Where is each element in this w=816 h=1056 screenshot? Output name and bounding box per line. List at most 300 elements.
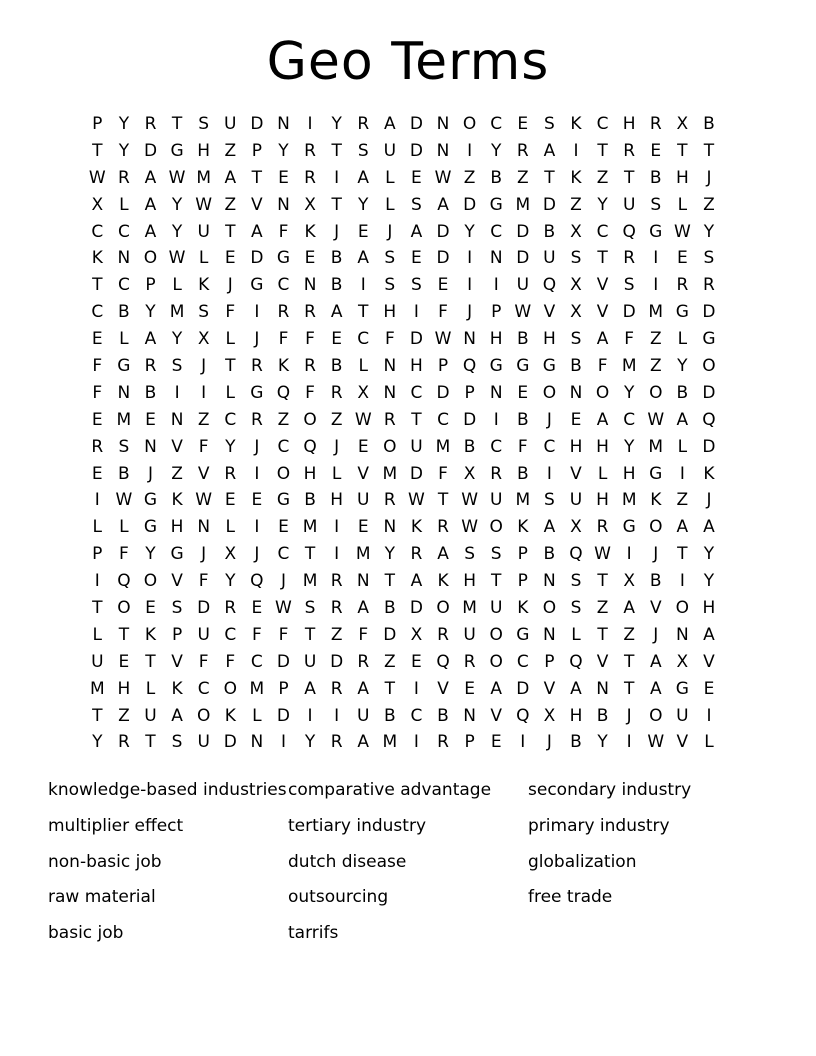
word-list-item: tertiary industry: [288, 815, 427, 836]
grid-letter: Z: [171, 463, 183, 484]
grid-letter: E: [517, 113, 529, 134]
grid-letter: H: [596, 436, 609, 457]
grid-letter: I: [334, 517, 340, 538]
grid-letter: O: [436, 597, 450, 618]
grid-letter: H: [622, 113, 636, 134]
grid-letter: H: [596, 490, 609, 511]
grid-letter: Y: [171, 221, 183, 242]
grid-letter: B: [490, 167, 503, 188]
grid-letter: Q: [569, 651, 583, 672]
grid-letter: P: [464, 382, 475, 403]
grid-letter: I: [307, 113, 313, 134]
grid-letter: U: [197, 624, 210, 645]
grid-letter: L: [358, 355, 368, 376]
grid-letter: U: [489, 597, 503, 618]
grid-letter: X: [543, 705, 556, 726]
grid-letter: W: [461, 490, 479, 511]
grid-letter: M: [382, 463, 398, 484]
grid-letter: W: [168, 167, 186, 188]
grid-letter: I: [201, 382, 207, 403]
grid-letter: N: [303, 275, 317, 296]
grid-letter: M: [648, 302, 664, 323]
grid-letter: J: [280, 571, 286, 592]
grid-letter: S: [118, 436, 130, 457]
grid-letter: V: [543, 302, 556, 323]
grid-letter: L: [331, 463, 342, 484]
grid-letter: B: [649, 167, 662, 188]
grid-letter: A: [144, 221, 157, 242]
grid-letter: N: [277, 194, 290, 215]
grid-letter: T: [437, 490, 449, 511]
grid-letter: S: [171, 355, 183, 376]
grid-letter: Z: [703, 194, 715, 215]
grid-letter: L: [92, 624, 103, 645]
grid-letter: R: [304, 302, 316, 323]
grid-letter: E: [570, 409, 582, 430]
grid-letter: D: [516, 248, 530, 269]
grid-letter: F: [438, 463, 448, 484]
grid-letter: H: [463, 571, 476, 592]
word-list-item: dutch disease: [288, 851, 407, 872]
grid-letter: J: [387, 221, 393, 242]
grid-letter: X: [91, 194, 104, 215]
grid-letter: L: [597, 463, 608, 484]
grid-letter: B: [596, 705, 609, 726]
grid-letter: C: [117, 275, 130, 296]
grid-letter: L: [119, 517, 129, 538]
grid-letter: U: [91, 651, 104, 672]
grid-letter: T: [491, 571, 502, 592]
grid-letter: C: [357, 329, 370, 350]
grid-letter: D: [436, 221, 450, 242]
word-list-item: globalization: [528, 851, 637, 872]
grid-letter: Y: [225, 571, 236, 592]
grid-letter: V: [437, 678, 449, 699]
grid-letter: P: [171, 624, 183, 645]
grid-letter: I: [254, 517, 260, 538]
grid-letter: S: [411, 275, 422, 296]
grid-letter: Q: [462, 355, 477, 376]
grid-letter: F: [384, 329, 395, 350]
grid-letter: V: [543, 678, 556, 699]
grid-letter: O: [489, 624, 503, 645]
grid-letter: A: [623, 597, 635, 618]
grid-letter: I: [413, 302, 419, 323]
grid-letter: H: [117, 678, 131, 699]
grid-letter: A: [543, 517, 556, 538]
grid-letter: L: [571, 624, 581, 645]
grid-letter: R: [224, 463, 237, 484]
grid-letter: P: [437, 355, 449, 376]
grid-letter: D: [516, 221, 530, 242]
grid-letter: M: [169, 302, 185, 323]
grid-letter: U: [383, 140, 397, 161]
grid-letter: R: [437, 624, 449, 645]
grid-letter: C: [224, 409, 237, 430]
grid-letter: R: [596, 517, 609, 538]
grid-letter: I: [626, 544, 632, 565]
grid-letter: R: [623, 140, 636, 161]
grid-letter: O: [489, 651, 503, 672]
grid-letter: I: [493, 275, 499, 296]
grid-letter: Z: [197, 409, 210, 430]
grid-letter: Y: [225, 436, 236, 457]
grid-letter: G: [516, 355, 530, 376]
grid-letter: Y: [304, 732, 316, 753]
grid-letter: F: [438, 302, 448, 323]
grid-letter: S: [198, 302, 210, 323]
grid-letter: S: [570, 597, 582, 618]
grid-letter: D: [409, 140, 423, 161]
grid-letter: F: [92, 382, 103, 403]
grid-letter: C: [410, 705, 423, 726]
grid-letter: C: [543, 436, 556, 457]
grid-letter: J: [254, 544, 260, 565]
grid-letter: X: [623, 571, 635, 592]
grid-letter: W: [195, 194, 213, 215]
grid-letter: V: [596, 275, 609, 296]
grid-letter: I: [254, 463, 260, 484]
grid-letter: U: [543, 248, 556, 269]
grid-letter: Y: [92, 732, 103, 753]
grid-letter: E: [145, 409, 156, 430]
grid-letter: B: [543, 544, 556, 565]
grid-letter: D: [250, 248, 264, 269]
grid-letter: B: [543, 221, 556, 242]
grid-letter: E: [304, 248, 316, 269]
grid-letter: W: [647, 732, 665, 753]
grid-letter: D: [330, 651, 344, 672]
grid-letter: M: [116, 409, 132, 430]
grid-letter: U: [357, 705, 370, 726]
grid-letter: N: [197, 517, 211, 538]
grid-letter: R: [224, 597, 237, 618]
grid-letter: Y: [597, 194, 608, 215]
grid-letter: J: [653, 544, 659, 565]
grid-letter: G: [675, 678, 689, 699]
grid-letter: B: [118, 463, 130, 484]
grid-letter: N: [277, 113, 290, 134]
grid-letter: M: [515, 490, 531, 511]
grid-letter: D: [409, 329, 423, 350]
grid-letter: A: [144, 329, 157, 350]
grid-letter: E: [278, 167, 289, 188]
grid-letter: R: [516, 140, 529, 161]
grid-letter: P: [278, 678, 289, 699]
grid-letter: E: [411, 248, 422, 269]
grid-letter: Z: [463, 167, 476, 188]
grid-letter: B: [649, 571, 662, 592]
grid-letter: R: [437, 517, 449, 538]
grid-letter: Q: [516, 705, 530, 726]
grid-letter: E: [517, 382, 529, 403]
grid-letter: Q: [436, 651, 450, 672]
grid-letter: F: [92, 355, 103, 376]
grid-letter: M: [196, 167, 211, 188]
grid-letter: L: [145, 678, 156, 699]
grid-letter: N: [543, 624, 556, 645]
grid-letter: H: [410, 355, 423, 376]
grid-letter: R: [330, 732, 343, 753]
grid-letter: K: [171, 678, 183, 699]
grid-letter: G: [489, 194, 503, 215]
grid-letter: E: [251, 490, 263, 511]
grid-letter: F: [305, 329, 315, 350]
grid-letter: O: [649, 705, 663, 726]
grid-letter: L: [92, 517, 103, 538]
grid-letter: A: [676, 409, 689, 430]
grid-letter: K: [91, 248, 103, 269]
grid-letter: N: [383, 355, 397, 376]
grid-letter: N: [117, 248, 131, 269]
grid-letter: H: [383, 302, 397, 323]
grid-letter: L: [385, 167, 395, 188]
grid-letter: I: [653, 248, 659, 269]
grid-letter: R: [330, 678, 343, 699]
grid-letter: I: [334, 705, 340, 726]
grid-letter: D: [436, 382, 450, 403]
grid-letter: R: [383, 490, 396, 511]
grid-letter: Q: [569, 544, 583, 565]
grid-letter: Z: [649, 355, 662, 376]
grid-letter: I: [546, 463, 552, 484]
grid-letter: L: [252, 705, 262, 726]
grid-letter: L: [225, 517, 235, 538]
page-title: Geo Terms: [266, 32, 550, 92]
grid-letter: W: [408, 490, 425, 511]
grid-letter: X: [570, 221, 582, 242]
grid-letter: I: [94, 490, 100, 511]
grid-letter: N: [463, 705, 476, 726]
grid-letter: J: [201, 355, 207, 376]
grid-letter: J: [706, 167, 712, 188]
grid-letter: T: [145, 651, 156, 672]
grid-letter: E: [251, 597, 263, 618]
grid-letter: A: [649, 651, 662, 672]
grid-letter: B: [437, 705, 449, 726]
grid-letter: Y: [171, 194, 183, 215]
grid-letter: T: [92, 705, 103, 726]
grid-letter: D: [702, 436, 716, 457]
grid-letter: U: [489, 490, 503, 511]
grid-letter: I: [360, 275, 366, 296]
grid-letter: B: [330, 355, 343, 376]
grid-letter: Q: [702, 409, 716, 430]
grid-letter: M: [515, 194, 531, 215]
grid-letter: C: [277, 544, 290, 565]
grid-letter: T: [623, 651, 635, 672]
grid-letter: O: [196, 705, 211, 726]
grid-letter: V: [171, 571, 183, 592]
word-list-item: raw material: [48, 887, 156, 908]
grid-letter: W: [195, 490, 213, 511]
grid-letter: V: [676, 732, 689, 753]
grid-letter: M: [249, 678, 265, 699]
grid-letter: Y: [118, 140, 130, 161]
grid-letter: K: [703, 463, 715, 484]
grid-letter: R: [357, 651, 370, 672]
grid-letter: X: [224, 544, 237, 565]
grid-letter: E: [676, 248, 688, 269]
grid-letter: S: [543, 490, 555, 511]
grid-letter: T: [331, 140, 342, 161]
grid-letter: R: [330, 571, 343, 592]
grid-letter: H: [569, 705, 583, 726]
grid-letter: I: [520, 732, 526, 753]
grid-letter: F: [198, 436, 209, 457]
grid-letter: S: [543, 113, 555, 134]
grid-letter: C: [516, 651, 529, 672]
grid-letter: J: [706, 490, 712, 511]
grid-letter: T: [411, 409, 422, 430]
grid-letter: Z: [330, 409, 343, 430]
grid-letter: X: [570, 275, 582, 296]
grid-letter: Q: [250, 571, 264, 592]
grid-letter: R: [250, 409, 263, 430]
grid-letter: V: [596, 302, 609, 323]
grid-letter: H: [330, 490, 344, 511]
grid-letter: T: [384, 678, 396, 699]
grid-letter: W: [514, 302, 532, 323]
grid-letter: X: [304, 194, 316, 215]
grid-letter: W: [115, 490, 133, 511]
grid-letter: O: [276, 463, 291, 484]
grid-letter: L: [225, 329, 235, 350]
grid-letter: M: [382, 732, 398, 753]
grid-letter: U: [410, 436, 423, 457]
grid-letter: E: [703, 678, 715, 699]
grid-letter: R: [304, 140, 316, 161]
grid-letter: V: [490, 705, 503, 726]
grid-letter: R: [437, 732, 449, 753]
grid-letter: J: [546, 409, 552, 430]
grid-letter: M: [435, 436, 451, 457]
grid-letter: B: [516, 409, 529, 430]
grid-letter: Q: [276, 382, 291, 403]
grid-letter: L: [677, 436, 688, 457]
grid-letter: D: [409, 113, 423, 134]
grid-letter: K: [304, 221, 316, 242]
grid-letter: I: [94, 571, 100, 592]
grid-letter: E: [224, 248, 236, 269]
grid-letter: W: [88, 167, 106, 188]
grid-letter: U: [463, 624, 476, 645]
grid-letter: G: [143, 517, 158, 538]
grid-letter: I: [280, 732, 286, 753]
grid-letter: B: [144, 382, 157, 403]
grid-letter: D: [276, 705, 290, 726]
grid-letter: J: [254, 329, 260, 350]
grid-letter: F: [198, 651, 209, 672]
grid-letter: Z: [224, 194, 237, 215]
grid-letter: V: [171, 651, 183, 672]
word-list-item: secondary industry: [528, 780, 692, 800]
grid-letter: B: [516, 463, 529, 484]
grid-letter: E: [411, 167, 422, 188]
grid-letter: U: [569, 490, 583, 511]
grid-letter: A: [304, 678, 316, 699]
grid-letter: T: [251, 167, 263, 188]
grid-letter: P: [517, 544, 528, 565]
grid-letter: F: [119, 544, 129, 565]
grid-letter: H: [542, 329, 556, 350]
grid-letter: M: [302, 571, 318, 592]
grid-letter: E: [357, 221, 369, 242]
grid-letter: S: [171, 597, 183, 618]
grid-letter: K: [171, 490, 183, 511]
grid-letter: R: [649, 113, 662, 134]
grid-letter: C: [277, 436, 290, 457]
grid-letter: B: [516, 329, 529, 350]
grid-letter: T: [703, 140, 715, 161]
grid-letter: S: [384, 275, 396, 296]
grid-letter: P: [544, 651, 555, 672]
grid-letter: Y: [491, 140, 502, 161]
grid-letter: D: [436, 248, 450, 269]
grid-letter: R: [676, 275, 689, 296]
grid-letter: Y: [118, 113, 130, 134]
grid-letter: A: [384, 113, 396, 134]
grid-letter: F: [624, 329, 635, 350]
grid-letter: U: [197, 221, 210, 242]
grid-letter: A: [703, 624, 715, 645]
grid-letter: I: [334, 167, 340, 188]
grid-letter: T: [544, 167, 555, 188]
grid-letter: S: [464, 544, 475, 565]
grid-letter: E: [91, 329, 103, 350]
grid-letter: I: [413, 732, 419, 753]
grid-letter: S: [490, 544, 502, 565]
grid-letter: L: [385, 194, 395, 215]
grid-letter: A: [357, 248, 370, 269]
grid-letter: A: [357, 678, 370, 699]
grid-letter: I: [467, 140, 473, 161]
grid-letter: S: [570, 329, 582, 350]
grid-letter: C: [596, 221, 609, 242]
grid-letter: U: [676, 705, 689, 726]
grid-letter: Y: [464, 221, 475, 242]
grid-letter: T: [623, 678, 635, 699]
grid-letter: S: [703, 248, 715, 269]
grid-letter: A: [543, 140, 556, 161]
grid-letter: F: [278, 221, 289, 242]
grid-letter: E: [91, 463, 103, 484]
grid-letter: O: [702, 355, 716, 376]
grid-letter: X: [410, 624, 423, 645]
grid-letter: S: [357, 140, 369, 161]
grid-letter: O: [542, 382, 557, 403]
grid-letter: Y: [278, 140, 289, 161]
grid-letter: C: [596, 113, 609, 134]
grid-letter: E: [650, 140, 662, 161]
grid-letter: A: [596, 329, 609, 350]
grid-letter: D: [702, 382, 716, 403]
grid-letter: T: [171, 113, 183, 134]
grid-letter: O: [542, 597, 557, 618]
grid-letter: H: [622, 463, 636, 484]
grid-letter: H: [170, 517, 184, 538]
grid-letter: I: [307, 705, 313, 726]
grid-letter: Z: [277, 409, 290, 430]
grid-letter: C: [410, 382, 423, 403]
word-list-item: multiplier effect: [48, 815, 184, 836]
grid-letter: X: [570, 302, 582, 323]
grid-letter: X: [676, 651, 689, 672]
grid-letter: Z: [596, 597, 609, 618]
grid-letter: R: [330, 597, 343, 618]
word-list-item: knowledge-based industries: [48, 780, 287, 800]
grid-letter: R: [330, 382, 343, 403]
